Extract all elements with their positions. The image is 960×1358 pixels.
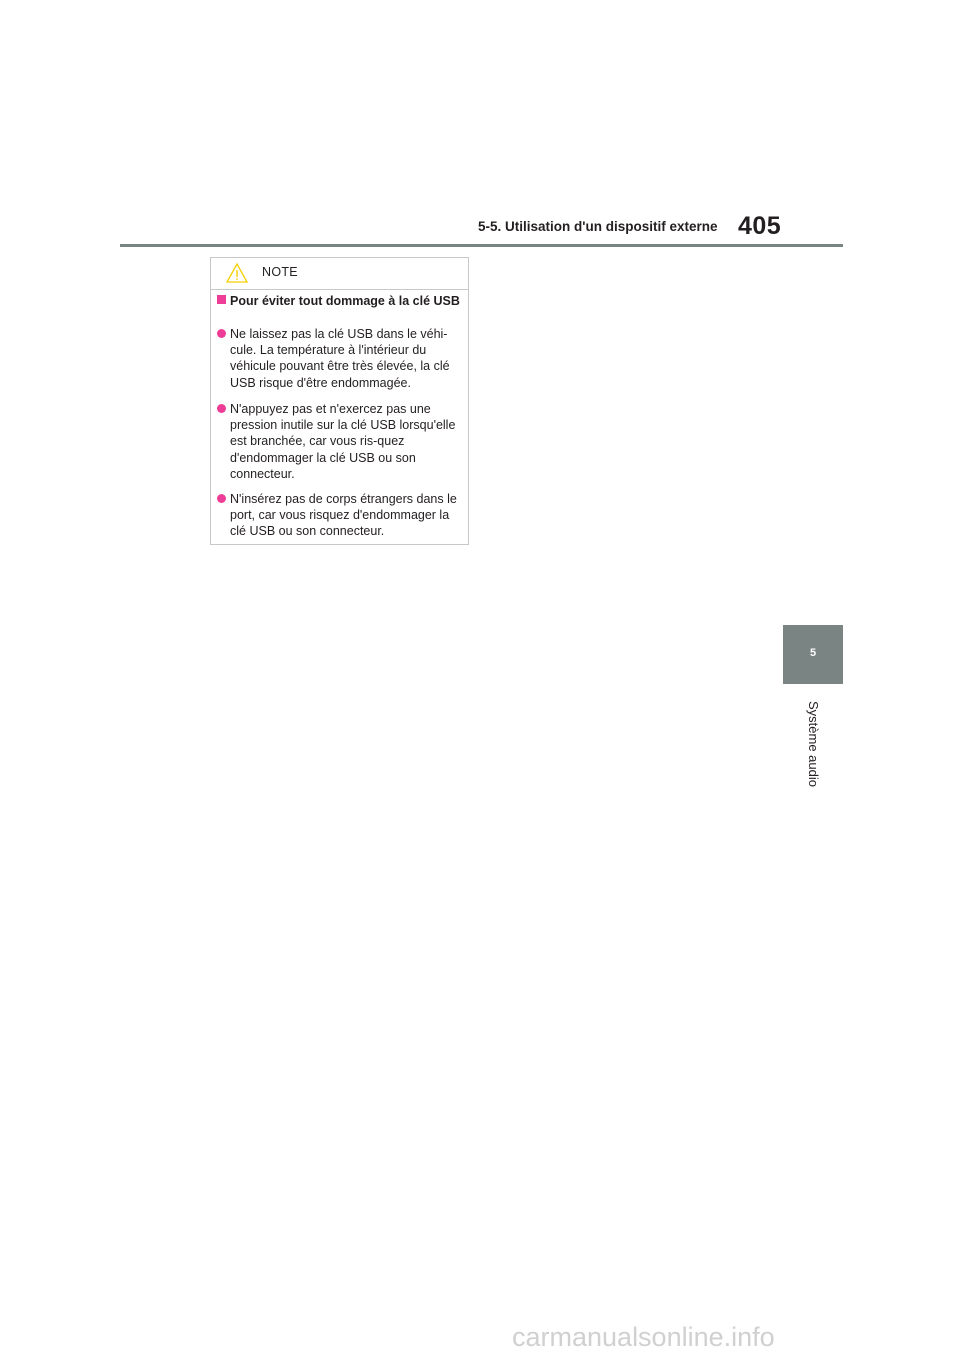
bullet-dot-icon bbox=[217, 494, 226, 503]
note-label: NOTE bbox=[262, 265, 298, 279]
chapter-tab bbox=[783, 625, 843, 684]
note-bullet-text: N'appuyez pas et n'exercez pas une pression inutile sur la clé USB lorsqu'elle est branchée, car vous ris-quez d'endommager la clé USB ou son connecteur. bbox=[230, 402, 456, 481]
chapter-label: Système audio bbox=[806, 701, 821, 787]
note-bullet-item bbox=[217, 401, 462, 482]
square-bullet-icon bbox=[217, 295, 226, 304]
note-bullet-text: N'insérez pas de corps étrangers dans le port, car vous risquez d'endommager la clé USB ou son connecteur. bbox=[230, 492, 457, 539]
chapter-number: 5 bbox=[809, 647, 817, 659]
header-divider bbox=[120, 244, 843, 247]
note-box bbox=[210, 257, 469, 545]
note-bullet-item bbox=[217, 491, 462, 540]
page-number: 405 bbox=[738, 212, 782, 240]
note-header bbox=[211, 258, 468, 290]
bullet-dot-icon bbox=[217, 404, 226, 413]
warning-triangle-icon bbox=[226, 263, 248, 283]
note-bullet-item bbox=[217, 326, 462, 391]
note-title: Pour éviter tout dommage à la clé USB bbox=[230, 294, 460, 308]
bullet-dot-icon bbox=[217, 329, 226, 338]
note-bullet-text: Ne laissez pas la clé USB dans le véhi-cule. La température à l'intérieur du véhicule pouvant être très élevée, la clé USB risque d'être endommagée. bbox=[230, 327, 450, 390]
section-title: 5-5. Utilisation d'un dispositif externe bbox=[478, 219, 718, 234]
note-title-row bbox=[217, 293, 462, 309]
watermark: carmanualsonline.info bbox=[512, 1322, 775, 1352]
